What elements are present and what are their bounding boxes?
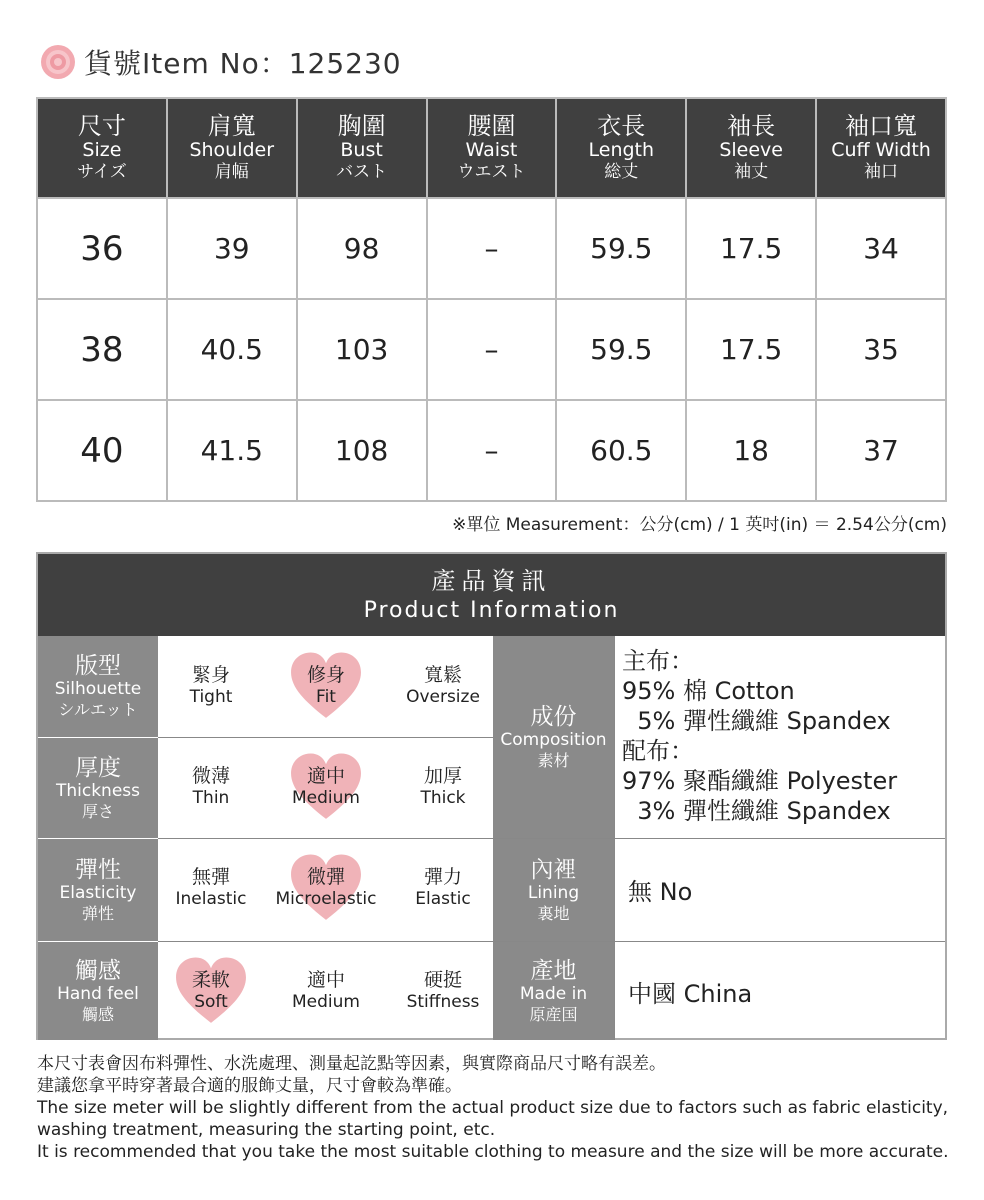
column-en: Sleeve (719, 139, 783, 161)
label-en: Elasticity (59, 882, 137, 903)
option-en: Medium (292, 992, 360, 1012)
column-jp: 総丈 (604, 162, 639, 182)
column-en: Size (82, 139, 122, 161)
column-jp: バスト (336, 162, 388, 182)
note-line: It is recommended that you take the most suitable clothing to measure and the size will be more accurate. (37, 1142, 949, 1162)
note-line: The size meter will be slightly different from the actual product size due to factors such as fabric elasticity, (37, 1098, 949, 1118)
option-inelastic (156, 850, 266, 926)
option-oversize (388, 648, 498, 724)
bust-cell: 108 (297, 400, 427, 501)
size-cell: 36 (37, 198, 167, 299)
unit-note: ※單位 Measurement：公分(cm) / 1 英吋(in) ＝ 2.54公分(cm) (452, 515, 947, 535)
column-en: Cuff Width (831, 139, 931, 161)
label-en: Made in (519, 983, 588, 1004)
option-en: Inelastic (175, 889, 247, 909)
column-jp: ウエスト (457, 162, 526, 182)
option-en: Medium (292, 788, 360, 808)
composition-value (622, 646, 897, 826)
composition-line: 5% 彈性纖維 Spandex (622, 707, 891, 735)
length-cell: 60.5 (556, 400, 686, 501)
note-line: washing treatment, measuring the starting point, etc. (37, 1120, 496, 1140)
rose-icon (40, 44, 76, 80)
cuff-width-cell: 35 (816, 299, 946, 400)
size-cell: 40 (37, 400, 167, 501)
composition-line: 3% 彈性纖維 Spandex (622, 797, 891, 825)
option-zh: 緊身 (191, 664, 230, 686)
waist-cell: – (427, 198, 557, 299)
label-zh: 產地 (530, 957, 577, 984)
elasticity-label (38, 839, 158, 941)
label-zh: 成份 (530, 703, 577, 730)
composition-line: 主布： (622, 647, 694, 675)
table-row (37, 299, 946, 400)
option-tight (156, 648, 266, 724)
label-en: Composition (500, 729, 607, 750)
column-zh: 胸圍 (337, 112, 386, 140)
size-table (36, 97, 947, 502)
option-zh: 微彈 (306, 866, 345, 888)
option-en: Fit (316, 687, 336, 707)
column-zh: 腰圍 (467, 112, 516, 140)
label-en: Silhouette (54, 679, 142, 699)
label-zh: 厚度 (75, 754, 121, 781)
label-zh: 版型 (75, 653, 121, 679)
made-in-label (493, 942, 614, 1040)
option-thin (156, 749, 266, 825)
label-jp: 裏地 (537, 903, 570, 923)
sleeve-cell: 18 (686, 400, 816, 501)
sleeve-cell: 17.5 (686, 299, 816, 400)
column-header-sleeve (686, 98, 816, 198)
bust-cell: 98 (297, 198, 427, 299)
label-jp: 厚さ (81, 801, 114, 821)
composition-line: 97% 聚酯纖維 Polyester (622, 767, 898, 795)
label-zh: 內裡 (530, 856, 577, 883)
column-jp: 袖口 (864, 162, 899, 182)
option-zh: 適中 (306, 969, 345, 991)
option-elastic (388, 850, 498, 926)
option-zh: 柔軟 (191, 969, 230, 991)
option-zh: 硬挺 (423, 969, 462, 991)
table-row (37, 198, 946, 299)
size-table-header (37, 98, 946, 198)
option-soft (156, 953, 266, 1029)
option-zh: 微薄 (191, 765, 230, 787)
length-cell: 59.5 (556, 299, 686, 400)
shoulder-cell: 40.5 (167, 299, 297, 400)
row-divider (158, 737, 493, 738)
column-header-waist (427, 98, 557, 198)
row-divider (158, 838, 945, 839)
disclaimer-notes (37, 1053, 949, 1163)
column-jp: 袖丈 (734, 162, 769, 182)
column-zh: 衣長 (597, 112, 646, 140)
column-header-cuff-width (816, 98, 946, 198)
column-jp: 肩幅 (214, 162, 249, 182)
composition-line: 配布： (622, 737, 694, 765)
option-zh: 修身 (306, 664, 345, 686)
label-jp: 弹性 (81, 903, 114, 923)
label-en: Hand feel (57, 983, 139, 1004)
waist-cell: – (427, 299, 557, 400)
product-info-title-zh: 產品資訊 (431, 567, 552, 595)
label-jp: 原産国 (529, 1004, 578, 1024)
label-zh: 觸感 (75, 957, 121, 984)
label-jp: 觸感 (81, 1004, 114, 1024)
column-divider (614, 636, 615, 1040)
option-zh: 適中 (306, 765, 345, 787)
lining-label (493, 839, 614, 941)
shoulder-cell: 39 (167, 198, 297, 299)
column-en: Waist (465, 139, 518, 161)
cuff-width-cell: 34 (816, 198, 946, 299)
option-en: Elastic (415, 889, 471, 909)
option-fit (271, 648, 381, 724)
option-en: Stiffness (406, 992, 480, 1012)
waist-cell: – (427, 400, 557, 501)
column-zh: 尺寸 (77, 112, 126, 140)
option-zh: 無彈 (191, 866, 230, 888)
column-zh: 肩寬 (207, 112, 256, 140)
option-en: Soft (194, 992, 228, 1012)
column-en: Length (588, 139, 655, 161)
composition-line: 95% 棉 Cotton (622, 677, 795, 705)
label-jp: シルエット (58, 700, 138, 719)
size-cell: 38 (37, 299, 167, 400)
column-header-size (37, 98, 167, 198)
option-zh: 寬鬆 (423, 664, 462, 686)
product-info-title (38, 554, 945, 636)
option-medium-thickness (271, 749, 381, 825)
item-number: 貨號Item No：125230 (84, 47, 402, 80)
product-info-title-en: Product Information (363, 598, 620, 623)
column-header-bust (297, 98, 427, 198)
option-en: Microelastic (275, 889, 377, 909)
column-jp: サイズ (77, 162, 127, 182)
label-en: Lining (527, 882, 580, 903)
option-en: Oversize (406, 687, 480, 707)
option-en: Thin (192, 788, 230, 808)
lining-value: 無 No (628, 878, 693, 906)
option-zh: 加厚 (423, 765, 462, 787)
silhouette-label (38, 636, 158, 737)
column-en: Bust (340, 139, 383, 161)
option-medium-feel (271, 953, 381, 1029)
option-zh: 彈力 (423, 866, 462, 888)
made-in-value: 中國 China (628, 980, 753, 1008)
column-en: Shoulder (189, 139, 275, 161)
option-en: Tight (189, 687, 233, 707)
row-divider (158, 941, 945, 942)
note-line: 建議您拿平時穿著最合適的服飾丈量，尺寸會較為準確。 (37, 1076, 462, 1096)
item-header (40, 40, 402, 84)
column-header-length (556, 98, 686, 198)
hand-feel-label (38, 942, 158, 1040)
label-jp: 素材 (537, 750, 570, 770)
bust-cell: 103 (297, 299, 427, 400)
length-cell: 59.5 (556, 198, 686, 299)
label-en: Thickness (55, 780, 141, 801)
cuff-width-cell: 37 (816, 400, 946, 501)
label-zh: 彈性 (75, 856, 121, 883)
note-line: 本尺寸表會因布料彈性、水洗處理、測量起訖點等因素，與實際商品尺寸略有誤差。 (37, 1054, 666, 1074)
option-microelastic (271, 850, 381, 926)
table-row (37, 400, 946, 501)
thickness-label (38, 738, 158, 838)
option-en: Thick (420, 788, 466, 808)
column-zh: 袖口寬 (845, 112, 918, 140)
shoulder-cell: 41.5 (167, 400, 297, 501)
option-stiffness (388, 953, 498, 1029)
column-header-shoulder (167, 98, 297, 198)
composition-label (493, 636, 614, 838)
sleeve-cell: 17.5 (686, 198, 816, 299)
product-info-panel (36, 552, 947, 1040)
column-zh: 袖長 (727, 112, 776, 140)
option-thick (388, 749, 498, 825)
